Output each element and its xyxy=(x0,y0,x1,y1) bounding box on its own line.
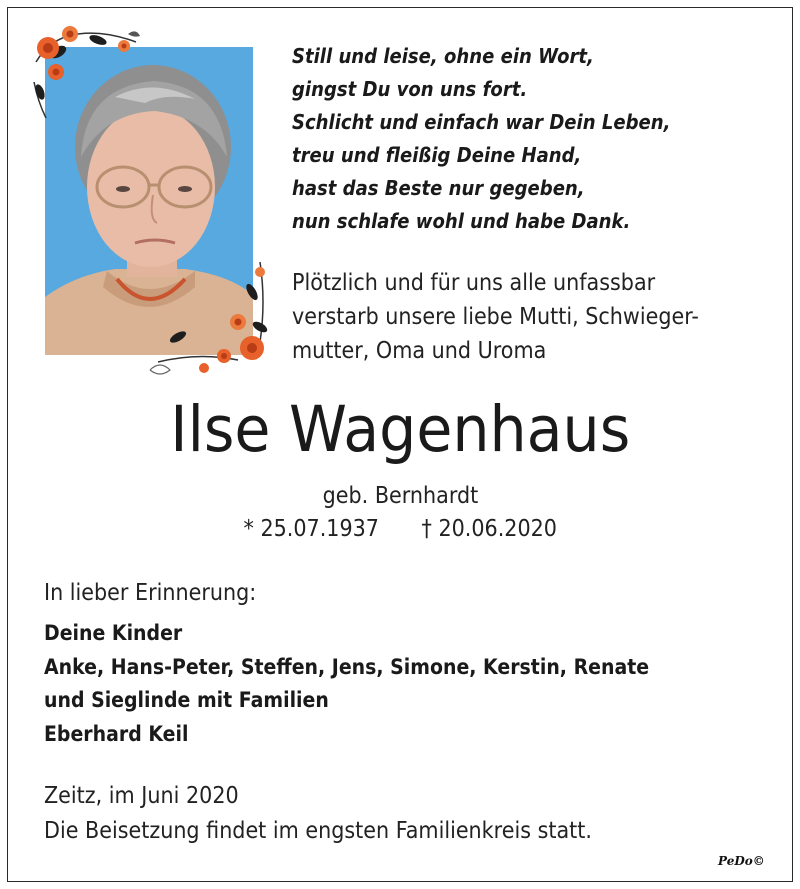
poem-line: treu und fleißig Deine Hand, xyxy=(292,143,582,167)
designer-signature: PeDo© xyxy=(718,854,765,868)
poem-line: Schlicht und einfach war Dein Leben, xyxy=(292,110,671,134)
death-date: † 20.06.2020 xyxy=(421,516,557,542)
birth-name-text: geb. Bernhardt xyxy=(322,483,478,509)
birth-name xyxy=(0,480,800,512)
mourners-list xyxy=(44,617,713,751)
poem-line: gingst Du von uns fort. xyxy=(292,77,528,101)
poem-line: Still und leise, ohne ein Wort, xyxy=(292,44,594,68)
mourners-line: Anke, Hans-Peter, Steffen, Jens, Simone, Kerstin, Renate xyxy=(44,654,650,680)
burial-note: Die Beisetzung findet im engsten Familienkreis statt. xyxy=(44,818,592,844)
poem xyxy=(292,40,714,238)
life-dates xyxy=(0,513,800,545)
mourners-line: Deine Kinder xyxy=(44,621,183,646)
memory-label: In lieber Erinnerung: xyxy=(44,580,257,606)
deceased-name xyxy=(0,390,800,470)
portrait-photo xyxy=(45,47,253,355)
place-date: Zeitz, im Juni 2020 xyxy=(44,783,239,809)
intro-line: Plötzlich und für uns alle unfassbar xyxy=(292,270,656,296)
portrait-frame xyxy=(28,22,268,377)
intro-line: verstarb unsere liebe Mutti, Schwieger- xyxy=(292,304,699,330)
deceased-name-text: Ilse Wagenhaus xyxy=(170,393,630,466)
mourners-line: und Sieglinde mit Familien xyxy=(44,688,329,713)
poem-line: hast das Beste nur gegeben, xyxy=(292,176,585,200)
poem-line: nun schlafe wohl und habe Dank. xyxy=(292,209,631,233)
intro-text xyxy=(292,266,733,368)
intro-line: mutter, Oma und Uroma xyxy=(292,338,547,364)
mourners-line: Eberhard Keil xyxy=(44,721,189,747)
birth-date: * 25.07.1937 xyxy=(243,516,379,542)
